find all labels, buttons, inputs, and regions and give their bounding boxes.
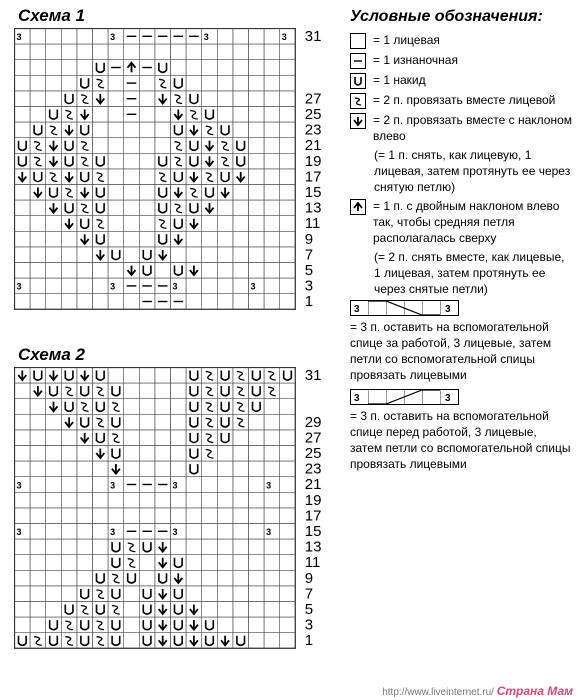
legend-item-text: = 3 п. оставить на вспомогательной спице перед работой, 3 лицевые, затем петли со вспомогательной спицы провязать лицевыми bbox=[350, 409, 571, 471]
watermark-url: http://www.liveinternet.ru/ bbox=[382, 687, 494, 698]
scheme2-row-number: 23 bbox=[304, 460, 322, 478]
scheme2-row-number: 13 bbox=[304, 538, 322, 556]
scheme2-row-number: 21 bbox=[304, 476, 322, 494]
scheme1-row-number: 9 bbox=[304, 230, 314, 248]
legend-item-text: = 3 п. оставить на вспомогательной спице за работой, 3 лицевые, затем петли со вспомогательной спицы провязать лицевыми bbox=[350, 320, 552, 382]
scheme1-row-number: 17 bbox=[304, 168, 322, 186]
scheme2-row-number: 19 bbox=[304, 491, 322, 509]
svg-text:3: 3 bbox=[16, 480, 22, 491]
scheme2-row-number: 3 bbox=[304, 616, 314, 634]
svg-text:3: 3 bbox=[110, 480, 116, 491]
legend-items bbox=[350, 32, 572, 472]
scheme1-row-number: 21 bbox=[304, 137, 322, 155]
legend-purl-icon bbox=[350, 53, 366, 69]
scheme1-row-number: 3 bbox=[304, 277, 314, 295]
legend-item-cable-front bbox=[350, 389, 572, 472]
legend-yo-icon bbox=[350, 73, 366, 89]
scheme2-title: Схема 2 bbox=[18, 345, 85, 364]
watermark bbox=[382, 684, 573, 698]
svg-text:3: 3 bbox=[110, 281, 116, 292]
legend-cable-back-icon bbox=[350, 300, 460, 316]
scheme1-row-number: 7 bbox=[304, 246, 314, 264]
svg-text:3: 3 bbox=[250, 281, 256, 292]
legend-item-purl bbox=[350, 52, 572, 69]
legend-item-text: = 2 п. провязать вместе лицевой bbox=[373, 93, 556, 107]
scheme2-row-number: 27 bbox=[304, 429, 322, 447]
legend-k2tog-icon bbox=[350, 93, 366, 109]
scheme1-row-number: 1 bbox=[304, 293, 314, 311]
svg-text:3: 3 bbox=[172, 281, 178, 292]
legend-item-note: (= 1 п. снять, как лицевую, 1 лицевая, затем протянуть ее через снятую петлю) bbox=[374, 148, 571, 194]
scheme1-chart bbox=[14, 28, 344, 328]
svg-text:3: 3 bbox=[110, 32, 116, 43]
legend-item-knit bbox=[350, 32, 572, 49]
svg-text:3: 3 bbox=[16, 281, 22, 292]
scheme2-row-number: 1 bbox=[304, 632, 314, 650]
legend-item-text: = 1 накид bbox=[373, 73, 426, 87]
scheme1-row-number: 31 bbox=[304, 28, 322, 45]
svg-text:3: 3 bbox=[110, 527, 116, 538]
scheme2-row-number: 11 bbox=[304, 554, 321, 572]
scheme2-row-number: 15 bbox=[304, 522, 322, 540]
scheme2-row-number: 31 bbox=[304, 367, 322, 384]
legend-item-cable-back bbox=[350, 300, 572, 383]
svg-text:3: 3 bbox=[16, 32, 22, 43]
scheme1-row-number: 11 bbox=[304, 215, 321, 233]
legend-item-cdd bbox=[350, 198, 572, 246]
scheme2-row-number: 25 bbox=[304, 444, 322, 462]
legend-ssk-icon bbox=[350, 113, 366, 129]
legend bbox=[350, 8, 572, 478]
scheme2-row-number: 17 bbox=[304, 507, 322, 525]
svg-text:3: 3 bbox=[172, 480, 178, 491]
legend-knit-icon bbox=[350, 33, 366, 49]
svg-text:3: 3 bbox=[354, 393, 360, 404]
svg-text:3: 3 bbox=[16, 527, 22, 538]
legend-cable-front-icon bbox=[350, 389, 460, 405]
svg-text:3: 3 bbox=[445, 393, 451, 404]
scheme1-row-number: 13 bbox=[304, 199, 322, 217]
scheme1-row-number: 23 bbox=[304, 121, 322, 139]
scheme2-row-number: 5 bbox=[304, 600, 314, 618]
svg-text:3: 3 bbox=[445, 304, 451, 315]
legend-item-k2tog bbox=[350, 92, 572, 109]
scheme1-row-number: 5 bbox=[304, 261, 314, 279]
scheme2-chart bbox=[14, 367, 344, 667]
scheme1-title: Схема 1 bbox=[18, 6, 85, 25]
scheme2-row-number: 7 bbox=[304, 585, 314, 603]
legend-item-note: (= 2 п. снять вместе, как лицевые, 1 лицевая, затем протянуть ее через снятые петли) bbox=[374, 250, 565, 296]
legend-item-text: = 1 изнаночная bbox=[373, 53, 458, 67]
legend-item-yo bbox=[350, 72, 572, 89]
watermark-brand: Страна Мам bbox=[496, 684, 573, 698]
legend-item-ssk bbox=[350, 112, 572, 144]
legend-cdd-icon bbox=[350, 199, 366, 215]
svg-text:3: 3 bbox=[281, 32, 287, 43]
legend-item-text: = 1 п. с двойным наклоном влево так, чтобы средняя петля располагалась сверху bbox=[373, 199, 560, 245]
scheme1-row-number: 19 bbox=[304, 152, 322, 170]
scheme2-row-number: 29 bbox=[304, 413, 322, 431]
svg-text:3: 3 bbox=[172, 527, 178, 538]
svg-text:3: 3 bbox=[203, 32, 209, 43]
legend-item-text: = 2 п. провязать вместе с наклоном влево bbox=[373, 113, 573, 143]
scheme2-row-number: 9 bbox=[304, 569, 314, 587]
legend-item-text: = 1 лицевая bbox=[373, 33, 440, 47]
legend-title: Условные обозначения: bbox=[350, 8, 543, 25]
scheme1-row-number: 15 bbox=[304, 183, 322, 201]
svg-text:3: 3 bbox=[266, 480, 272, 491]
svg-text:3: 3 bbox=[354, 304, 360, 315]
svg-text:3: 3 bbox=[266, 527, 272, 538]
scheme1-row-number: 25 bbox=[304, 105, 322, 123]
scheme1-row-number: 27 bbox=[304, 90, 322, 108]
